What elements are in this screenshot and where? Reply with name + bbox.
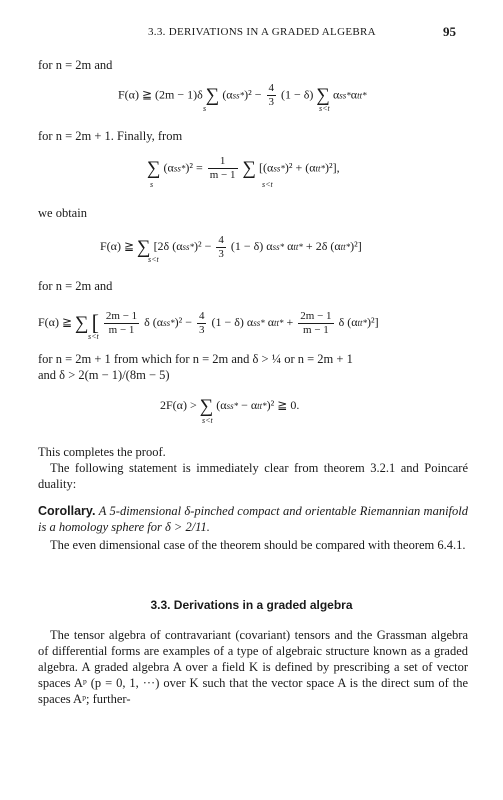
eq-term: )²] bbox=[350, 239, 362, 253]
eq-term: (α bbox=[222, 87, 233, 102]
text-line: for n = 2m + 1 from which for n = 2m and δ > ¼ or n = 2m + 1 bbox=[38, 352, 353, 366]
sum-symbol: ∑ bbox=[137, 237, 151, 258]
sum-symbol: ∑ bbox=[316, 85, 330, 107]
corollary-text: A 5-dimensional δ-pinched compact and orientable Riemannian manifold is a homology sphere for δ > 2/11. bbox=[38, 504, 469, 534]
equation-2: ∑ (αss*)² = $\frac{1}{m - 1}$ ∑ [(αss*)² + (αtt*)²], bbox=[147, 155, 340, 181]
eq-term: δ (α bbox=[144, 315, 164, 329]
sum-index: s bbox=[203, 104, 207, 113]
eq-term: )²], bbox=[325, 160, 340, 175]
eq-term: (1 − δ) bbox=[281, 87, 314, 102]
fraction: $\frac{2m - 1}{m - 1}$ bbox=[300, 309, 332, 336]
sum-symbol: ∑ bbox=[242, 158, 257, 180]
section-title: 3.3. Derivations in a graded algebra bbox=[150, 598, 353, 612]
eq-lhs: F(α) ≧ (2m − 1)δ bbox=[118, 87, 203, 102]
eq-lhs: F(α) ≧ bbox=[38, 315, 73, 329]
bracket: [ bbox=[91, 310, 99, 335]
fraction: $\frac{1}{m - 1}$ bbox=[209, 155, 236, 181]
fraction: $\frac{4}{3}$ bbox=[218, 233, 224, 260]
sum-symbol: ∑ bbox=[205, 85, 220, 107]
fraction: $\frac{4}{3}$ bbox=[268, 82, 274, 108]
eq-term: )² + (α bbox=[284, 160, 316, 175]
sum-index: s<t bbox=[319, 104, 330, 113]
equation-1: F(α) ≧ (2m − 1)δ ∑ (αss*)² − $\frac{4}{3}$ (1 − δ) ∑ αss*αtt* bbox=[118, 82, 367, 108]
eq-term: + 2δ (α bbox=[305, 239, 341, 253]
eq-term: )² − bbox=[244, 87, 262, 102]
eq-term: α bbox=[267, 315, 274, 329]
fraction: $\frac{2m - 1}{m - 1}$ bbox=[105, 309, 138, 336]
paragraph: The even dimensional case of the theorem should be compared with theorem 6.4.1. bbox=[50, 538, 466, 552]
eq-lhs: 2F(α) > bbox=[160, 398, 197, 412]
eq-term: α bbox=[332, 87, 340, 102]
text-line: for n = 2m and bbox=[38, 58, 113, 72]
eq-term: (1 − δ) α bbox=[211, 315, 254, 329]
equation-3: F(α) ≧ ∑ [2δ (αss*)² − $\frac{4}{3}$ (1 − δ) αss* αtt* + 2δ (αtt*)²] bbox=[100, 233, 362, 260]
eq-term: δ (α bbox=[338, 315, 358, 329]
page-number: 95 bbox=[443, 24, 456, 39]
corollary bbox=[38, 503, 468, 535]
eq-term: (α bbox=[216, 398, 227, 412]
fraction: $\frac{4}{3}$ bbox=[198, 309, 205, 336]
sum-symbol: ∑ bbox=[75, 313, 89, 334]
text-line: and δ > 2(m − 1)/(8m − 5) bbox=[38, 368, 170, 382]
sum-index: s<t bbox=[88, 332, 99, 341]
text-line: for n = 2m and bbox=[38, 279, 113, 293]
equation-5: 2F(α) > ∑ (αss* − αtt*)² ≧ 0. bbox=[160, 396, 300, 417]
sum-index: s<t bbox=[262, 180, 273, 189]
paragraph: This completes the proof. bbox=[38, 445, 166, 459]
eq-term: (1 − δ) α bbox=[230, 239, 273, 253]
sum-index: s<t bbox=[148, 255, 159, 264]
eq-term: [(α bbox=[259, 160, 274, 175]
running-head: 3.3. DERIVATIONS IN A GRADED ALGEBRA bbox=[148, 26, 376, 38]
paragraph: The following statement is immediately clear from theorem 3.2.1 and Poincaré duality: bbox=[38, 461, 468, 491]
paragraph: The tensor algebra of contravariant (covariant) tensors and the Grassman algebra of differential forms are examples of a type of algebraic structure known as a graded algebra. A graded algebra A over a field K is defined by prescribing a set of vector spaces Aᵖ (p = 0, 1, ···) over K such that the vector space A is the direct sum of the spaces Aᵖ; further- bbox=[38, 628, 468, 706]
sum-symbol: ∑ bbox=[147, 158, 161, 180]
eq-term: (α bbox=[163, 160, 174, 175]
text-line: we obtain bbox=[38, 206, 87, 220]
eq-term: [2δ (α bbox=[153, 239, 183, 253]
equation-4: F(α) ≧ ∑ [ $\frac{2m - 1}{m - 1}$ δ (αss*)² − $\frac{4}{3}$ (1 − δ) αss* αtt* + $\frac{2m - 1}{m - 1}$ δ (αtt*)²] bbox=[38, 309, 379, 336]
sum-symbol: ∑ bbox=[199, 396, 214, 417]
eq-term: )² = bbox=[185, 160, 203, 175]
text-line: for n = 2m + 1. Finally, from bbox=[38, 129, 183, 143]
eq-term: )² − bbox=[194, 239, 212, 253]
corollary-label: Corollary. bbox=[38, 504, 96, 518]
sum-index: s bbox=[150, 180, 154, 189]
eq-term: α bbox=[287, 239, 294, 253]
eq-term: )² ≧ 0. bbox=[266, 398, 300, 412]
eq-term: − α bbox=[241, 398, 258, 412]
sum-index: s<t bbox=[202, 416, 213, 425]
eq-lhs: F(α) ≧ bbox=[100, 239, 135, 253]
eq-term: + bbox=[286, 315, 294, 329]
eq-term: )²] bbox=[367, 315, 379, 329]
eq-term: )² − bbox=[174, 315, 192, 329]
